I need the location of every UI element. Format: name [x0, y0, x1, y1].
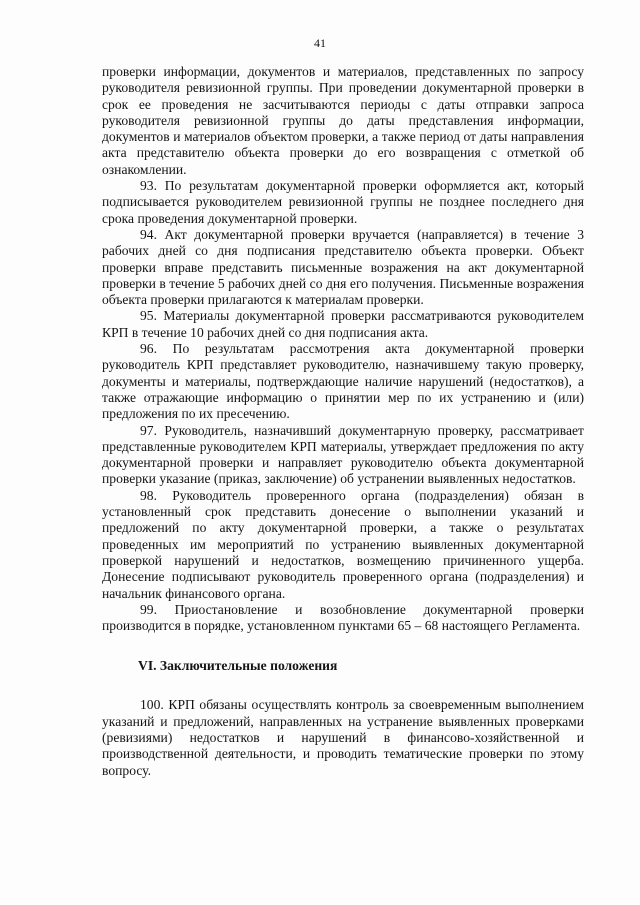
section-heading: VI. Заключительные положения	[138, 658, 338, 674]
paragraph-93: 93. По результатам документарной проверки оформляется акт, который подписывается руководителем ревизионной группы не позднее последнего дня срока проведения документарной проверки.	[102, 178, 584, 226]
paragraph-96: 96. По результатам рассмотрения акта документарной проверки руководитель КРП представляет руководителю, назначившему такую проверку, документы и материалы, подтверждающие наличие нарушений (недостатков), а также отражающие информацию о принятии мер по их устранению и (или) предложения по их пресечению.	[102, 341, 584, 422]
paragraph-94: 94. Акт документарной проверки вручается (направляется) в течение 3 рабочих дней со дня подписания представителю объекта проверки. Объект проверки вправе представить письменные возражения на акт документарной проверки в течение 5 рабочих дней со дня его получения. Письменные возражения объекта проверки прилагаются к материалам проверки.	[102, 226, 584, 308]
paragraph-100: 100. КРП обязаны осуществлять контроль за своевременным выполнением указаний и предложений, направленных на устранение выявленных проверками (ревизиями) недостатков и нарушений в финансово-хозяйственной и производственной деятельности, и проводить тематические проверки по этому вопросу.	[102, 697, 584, 778]
document-body	[102, 64, 584, 779]
paragraph-97: 97. Руководитель, назначивший документарную проверку, рассматривает представленные руководителем КРП материалы, утверждает предложения по акту документарной проверки и направляет руководителю объекта документарной проверки указание (приказ, заключение) об устранении выявленных недостатков.	[102, 422, 584, 487]
paragraph-continuation: проверки информации, документов и материалов, представленных по запросу руководителя ревизионной группы. При проведении документарной проверки в срок ее проведения не засчитываются периоды с даты отправки запроса руководителя ревизионной группы до даты представления информации, документов и материалов объектом проверки, а также период от даты направления акта представителю объекта проверки до его возвращения с отметкой об ознакомлении.	[102, 64, 584, 177]
page-number: 41	[314, 36, 326, 50]
paragraph-98: 98. Руководитель проверенного органа (подразделения) обязан в установленный срок представить донесение о выполнении указаний и предложений по акту документарной проверки, а также о результатах проведенных им мероприятий по устранению выявленных документарной проверкой нарушений и недостатков, возмещению причиненного ущерба. Донесение подписывают руководитель проверенного органа (подразделения) и начальник финансового органа.	[102, 487, 584, 601]
paragraph-95: 95. Материалы документарной проверки рассматриваются руководителем КРП в течение 10 рабочих дней со дня подписания акта.	[102, 308, 584, 340]
paragraph-99: 99. Приостановление и возобновление документарной проверки производится в порядке, установленном пунктами 65 – 68 настоящего Регламента.	[102, 601, 584, 634]
